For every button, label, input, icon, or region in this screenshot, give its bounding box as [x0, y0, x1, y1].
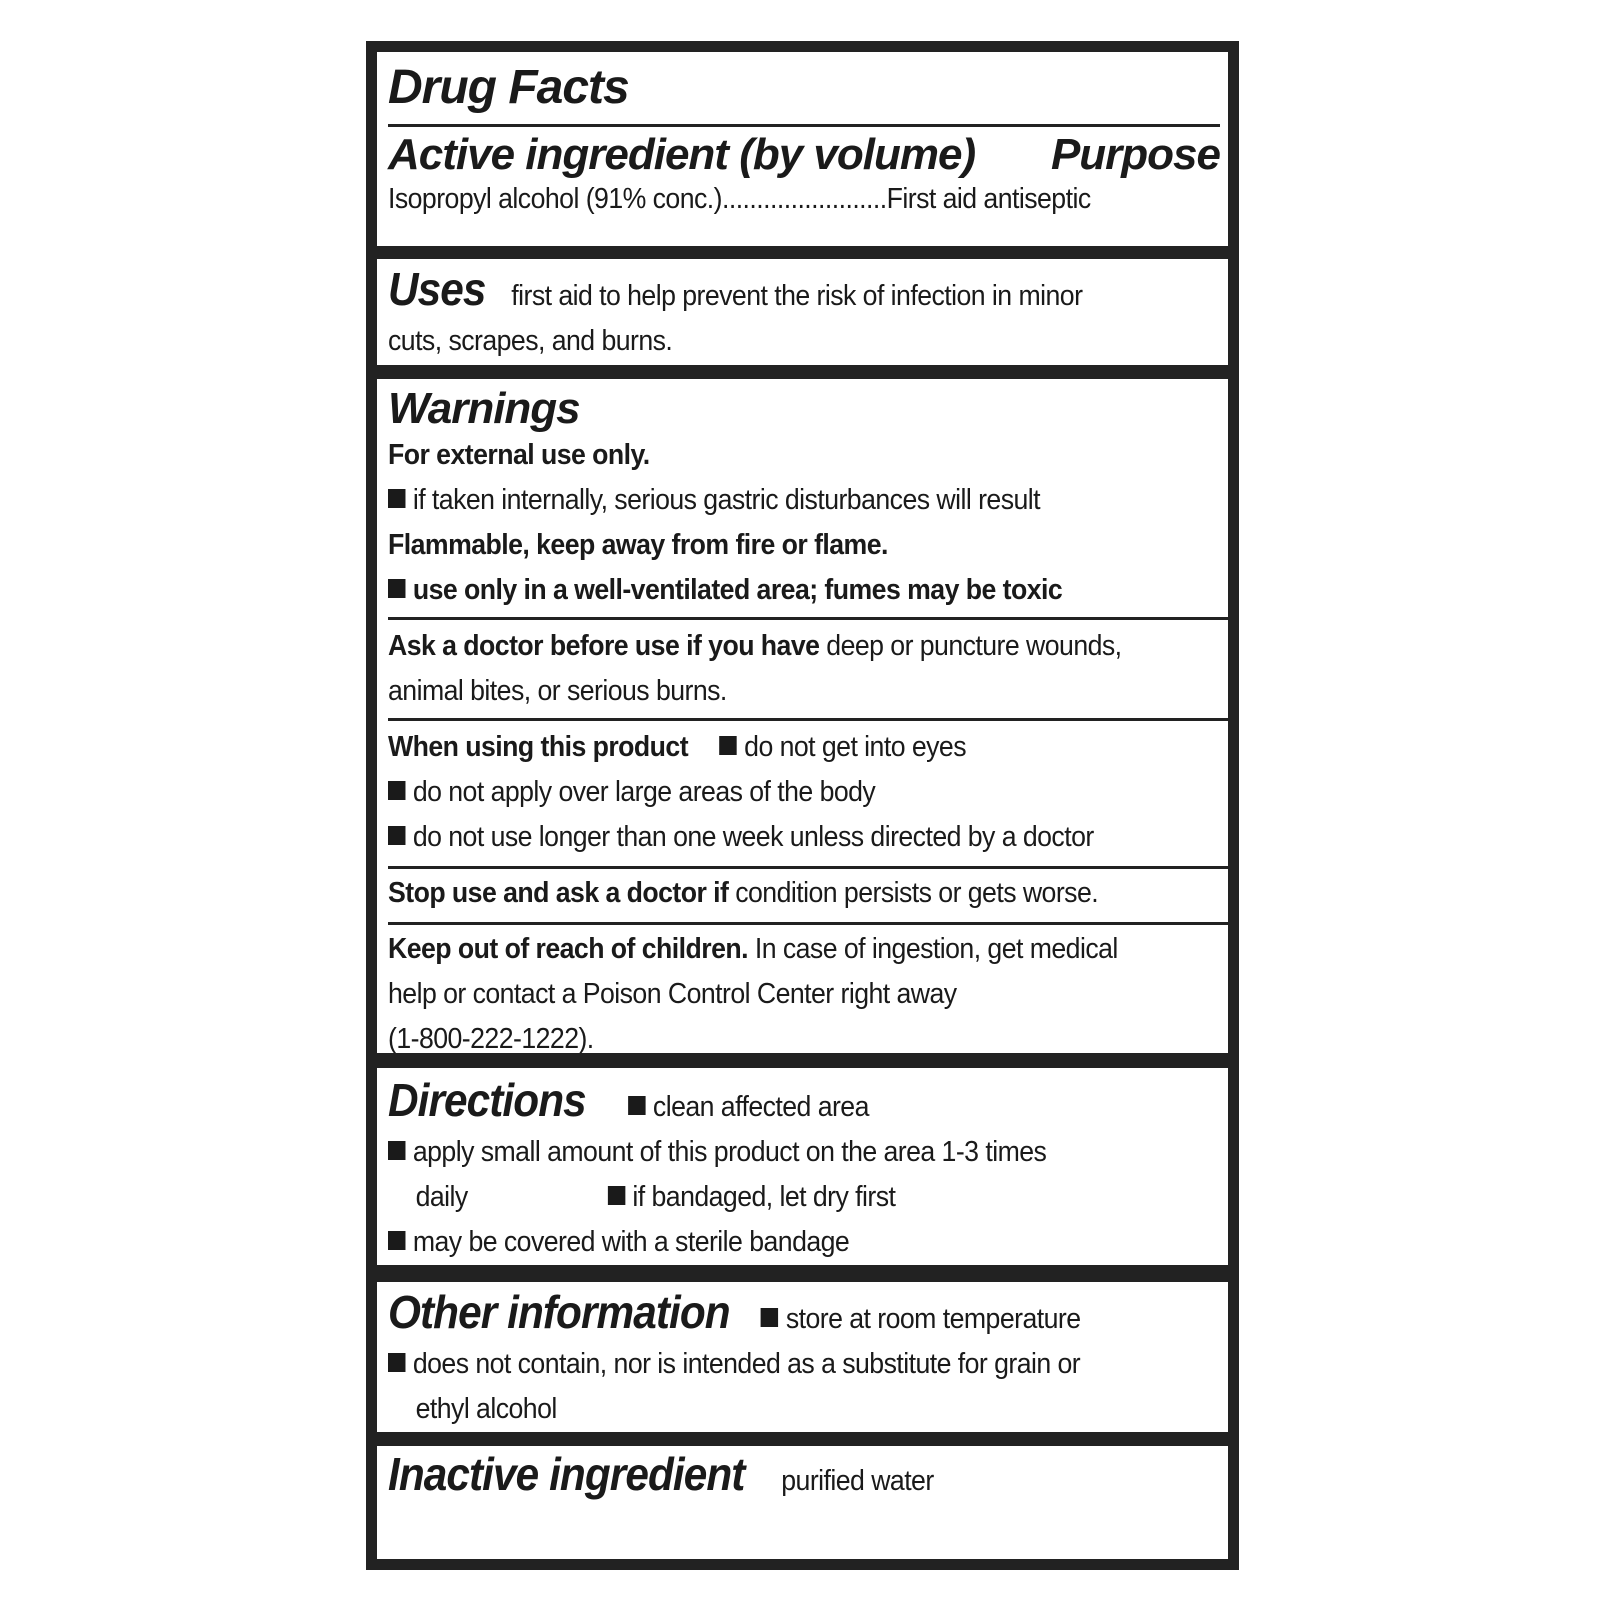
- bullet-square: [628, 1096, 645, 1115]
- directions-bullet-2-cont: daily: [415, 1181, 468, 1213]
- warnings-divider: [388, 718, 1228, 721]
- directions-heading: Directions: [388, 1074, 586, 1126]
- bullet-square: [388, 1353, 405, 1372]
- when-using-line-1: [388, 725, 1153, 770]
- warnings-section: [377, 379, 1228, 1053]
- keep-out-text-1: In case of ingestion, get medical: [754, 933, 1118, 965]
- keep-out-heading: Keep out of reach of children.: [388, 933, 748, 965]
- uses-text-1: first aid to help prevent the risk of infection in minor: [511, 280, 1083, 312]
- warnings-divider: [388, 866, 1228, 869]
- stop-use-line: [388, 871, 1153, 916]
- bullet-square: [719, 736, 736, 755]
- flammable-warning: Flammable, keep away from fire or flame.: [388, 529, 888, 561]
- bullet-square: [608, 1186, 625, 1205]
- uses-line-1: [388, 265, 1153, 319]
- bullet-square: [388, 781, 405, 800]
- keep-out-line-1: [388, 927, 1153, 972]
- drug-facts-panel: [366, 41, 1239, 1570]
- list-item: [388, 770, 1153, 815]
- dot-leader: ........................: [721, 183, 887, 215]
- when-using-bullet-1: do not get into eyes: [744, 731, 967, 763]
- directions-line-3: [388, 1175, 1153, 1220]
- inactive-line: [388, 1450, 1153, 1511]
- other-info-bullet-2: does not contain, nor is intended as a substitute for grain or: [412, 1348, 1081, 1380]
- bullet-square: [388, 579, 405, 598]
- ask-doctor-heading: Ask a doctor before use if you have: [388, 630, 820, 662]
- external-use-warning: For external use only.: [388, 439, 650, 471]
- uses-heading: Uses: [388, 263, 486, 315]
- when-using-bullet-2: do not apply over large areas of the body: [412, 776, 876, 808]
- list-item: [388, 1130, 1153, 1175]
- ask-doctor-line-2: animal bites, or serious burns.: [388, 675, 727, 707]
- uses-section: [377, 259, 1228, 365]
- bullet-square: [388, 1231, 405, 1250]
- list-item: [388, 1342, 1153, 1387]
- ask-doctor-text-1: deep or puncture wounds,: [826, 630, 1122, 662]
- list-item: [388, 568, 1153, 613]
- other-info-line-1: [388, 1288, 1153, 1342]
- directions-bullet-3: if bandaged, let dry first: [632, 1181, 896, 1213]
- when-using-heading: When using this product: [388, 731, 689, 763]
- external-use-bullet: if taken internally, serious gastric disturbances will result: [412, 484, 1041, 516]
- bullet-square: [388, 1141, 405, 1160]
- poison-control-phone: (1-800-222-1222).: [388, 1023, 594, 1053]
- bullet-square: [388, 489, 405, 508]
- list-item: [388, 478, 1153, 523]
- active-ingredient-name: Isopropyl alcohol (91% conc.): [388, 183, 722, 215]
- list-item: [388, 1220, 1153, 1265]
- ask-doctor-line-1: [388, 624, 1153, 669]
- inactive-ingredient-section: [377, 1446, 1228, 1559]
- bullet-square: [388, 826, 405, 845]
- other-information-heading: Other information: [388, 1286, 730, 1338]
- uses-line-2: cuts, scrapes, and burns.: [388, 325, 673, 357]
- inactive-ingredient-heading: Inactive ingredient: [388, 1448, 745, 1500]
- warnings-divider: [388, 922, 1228, 925]
- active-heading-row: [388, 131, 1220, 179]
- inactive-ingredient-text: purified water: [781, 1465, 934, 1497]
- when-using-bullet-3: do not use longer than one week unless directed by a doctor: [412, 821, 1094, 853]
- title-divider: [388, 124, 1220, 127]
- directions-line-1: [388, 1076, 1153, 1130]
- other-info-bullet-1: store at room temperature: [785, 1303, 1081, 1335]
- active-ingredient-heading: Active ingredient (by volume): [388, 130, 976, 179]
- other-info-bullet-2-cont: ethyl alcohol: [415, 1393, 557, 1425]
- page-title: Drug Facts: [388, 61, 629, 114]
- stop-use-heading: Stop use and ask a doctor if: [388, 877, 729, 909]
- active-ingredient-section: [377, 52, 1228, 246]
- other-information-section: [377, 1282, 1228, 1432]
- warnings-heading: Warnings: [388, 384, 580, 433]
- directions-bullet-1: clean affected area: [652, 1091, 869, 1123]
- active-ingredient-purpose: First aid antiseptic: [886, 183, 1091, 215]
- keep-out-line-2: help or contact a Poison Control Center right away: [388, 978, 957, 1010]
- directions-section: [377, 1068, 1228, 1265]
- flammable-bullet: use only in a well-ventilated area; fumes may be toxic: [412, 574, 1063, 606]
- stop-use-text: condition persists or gets worse.: [735, 877, 1099, 909]
- directions-bullet-4: may be covered with a sterile bandage: [412, 1226, 850, 1258]
- list-item: [388, 815, 1153, 860]
- active-ingredient-line: [388, 179, 1153, 219]
- bullet-square: [761, 1308, 778, 1327]
- directions-bullet-2: apply small amount of this product on the area 1-3 times: [412, 1136, 1047, 1168]
- warnings-divider: [388, 617, 1228, 620]
- purpose-heading: Purpose: [1050, 130, 1220, 179]
